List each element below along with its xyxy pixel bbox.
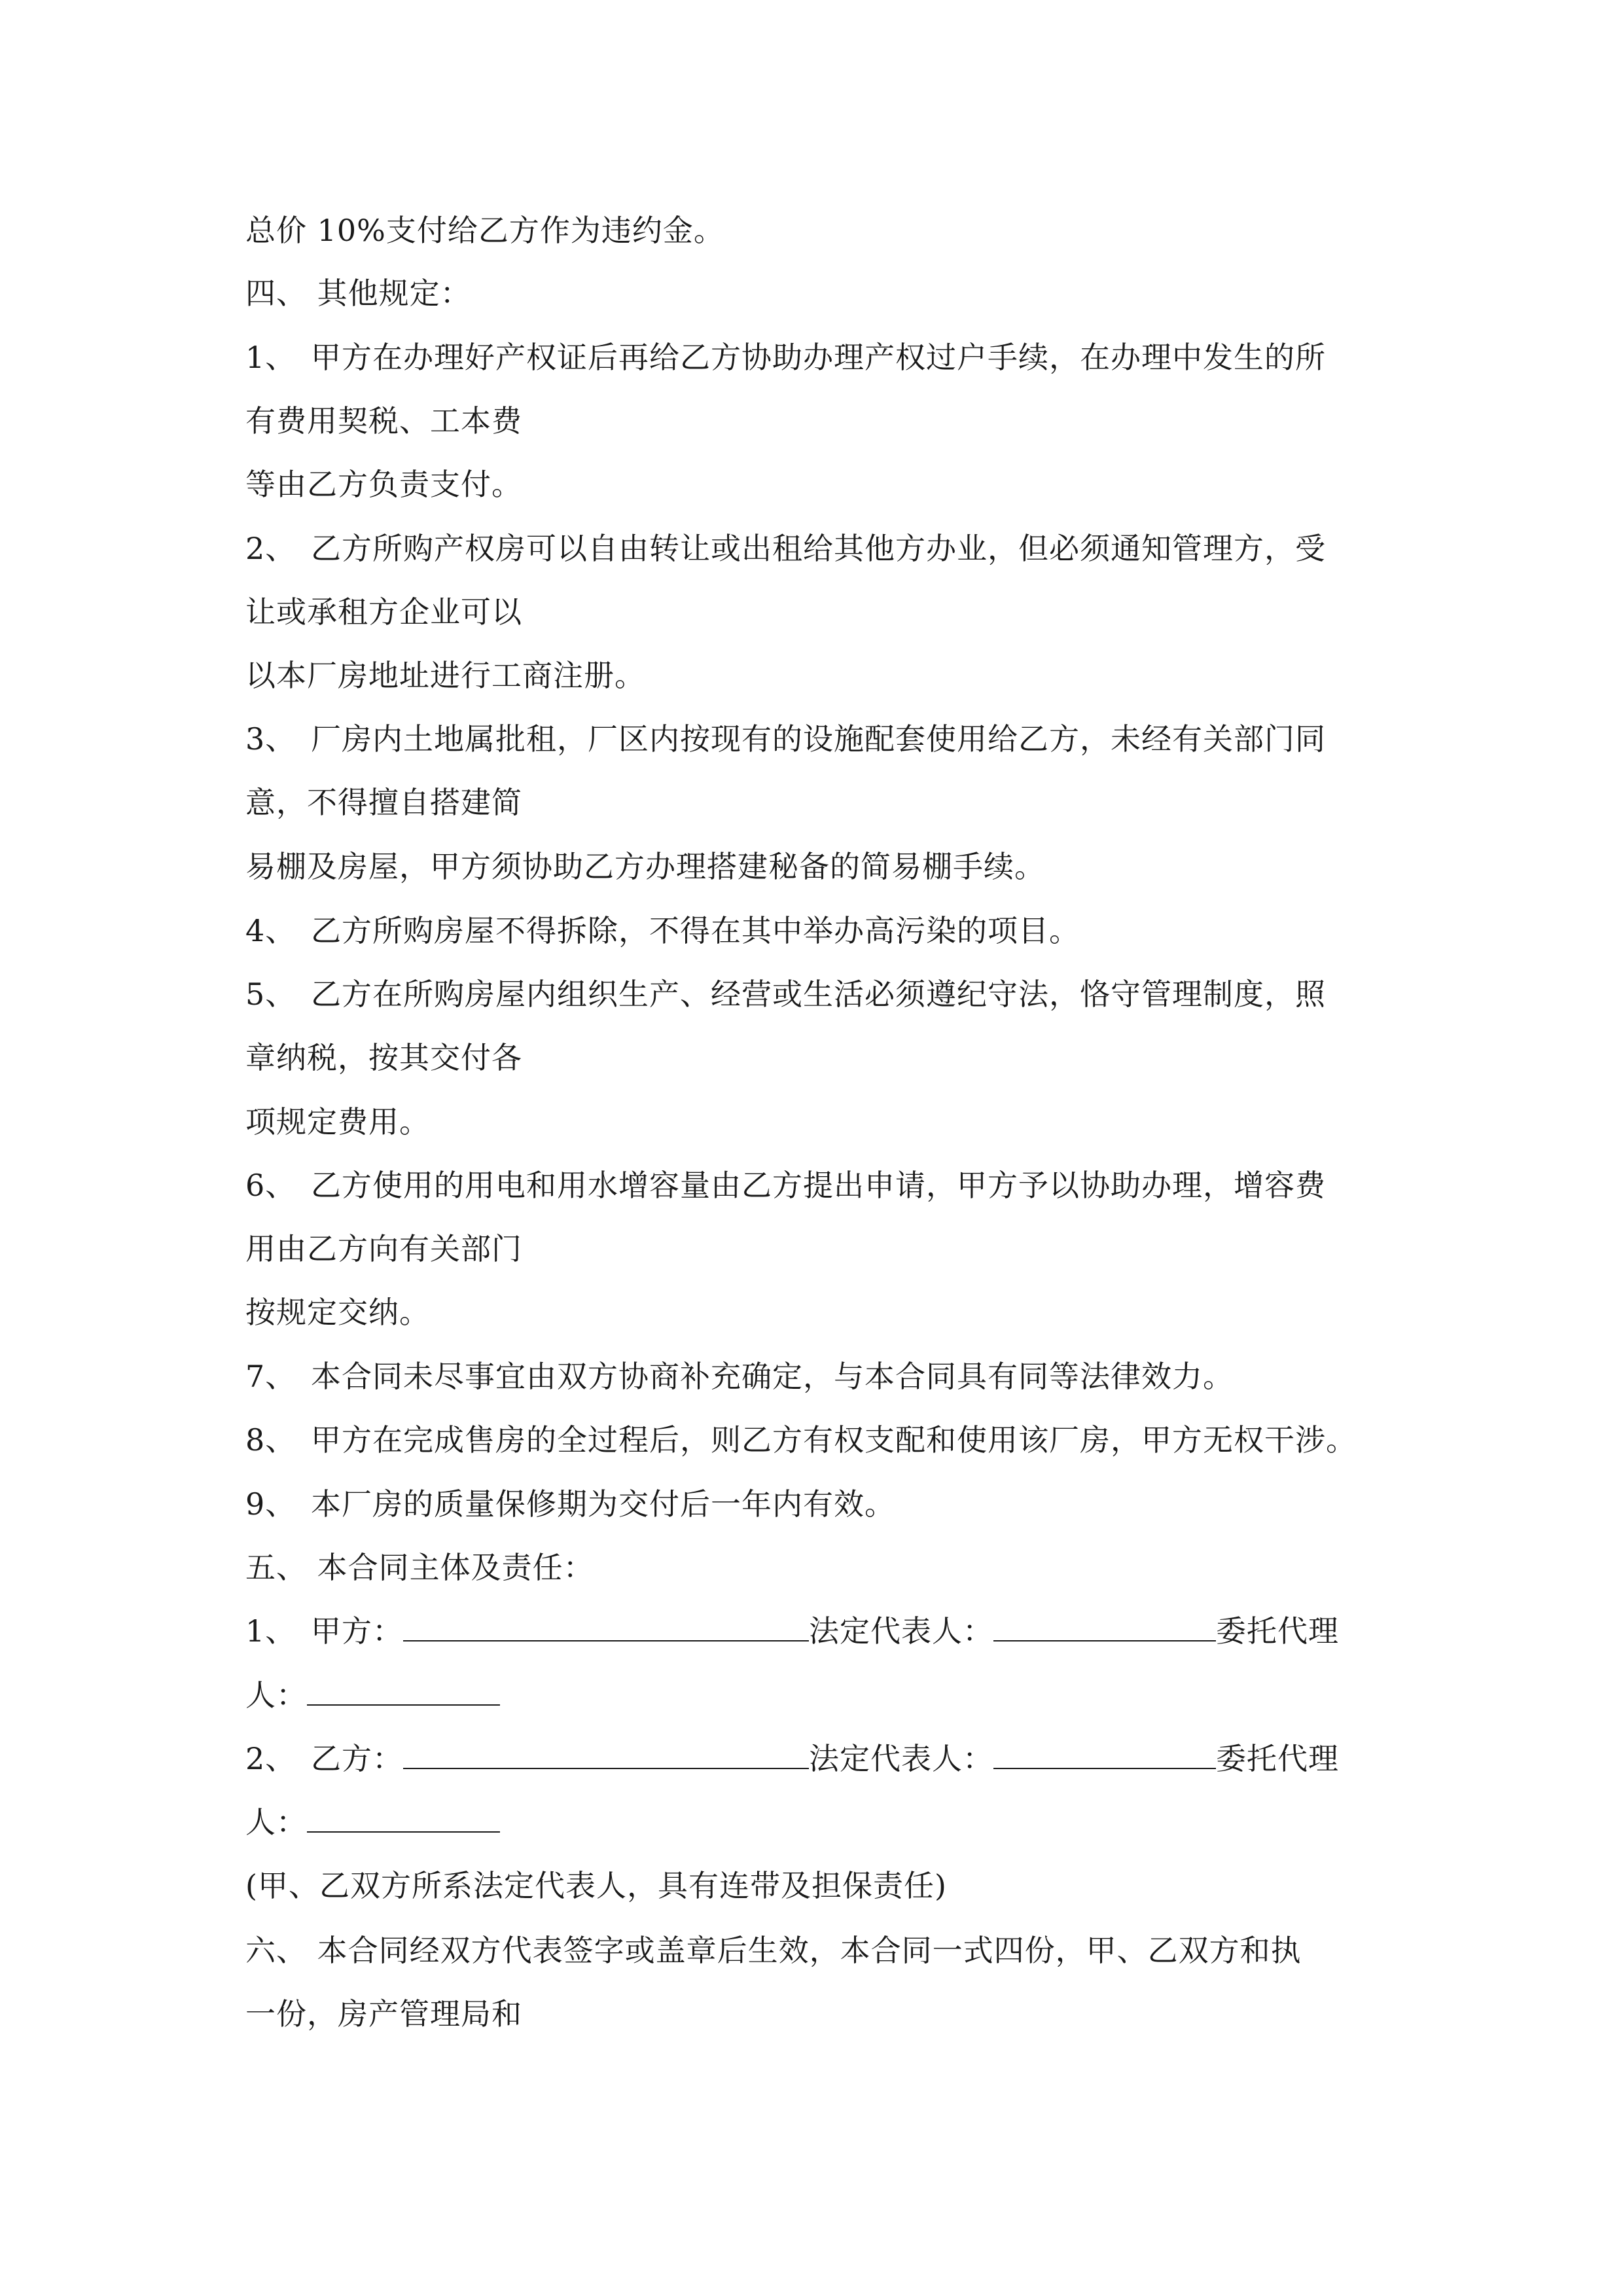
clause-number: 8、 [245,1422,296,1458]
clause-text: 甲方在办理好产权证后再给乙方协助办理产权过户手续，在办理中发生的所 [311,340,1326,375]
legal-rep-label: 法定代表人： [809,1741,993,1776]
party-a-agent-line [245,1676,1384,1715]
text-line: 等由乙方负责支付。 [245,467,522,502]
text-line: 用由乙方向有关部门 [245,1231,522,1266]
clause-text: 本合同未尽事宜由双方协商补充确定，与本合同具有同等法律效力。 [311,1359,1234,1394]
agent-label-suffix: 人： [245,1677,307,1713]
text-line: 让或承租方企业可以 [245,594,522,630]
party-b-agent-line [245,1803,1384,1842]
party-b-signature-line [245,1739,1384,1778]
clause-text: 甲方在完成售房的全过程后，则乙方有权支配和使用该厂房，甲方无权干涉。 [311,1422,1357,1458]
text-line: 总价 10%支付给乙方作为违约金。 [245,213,724,248]
clause-8 [245,1420,1384,1460]
clause-number: 6、 [245,1168,296,1203]
party-a-legal-rep-blank[interactable] [993,1611,1216,1641]
clause-number: 5、 [245,977,296,1012]
clause-number: 2、 [245,1741,296,1776]
clause-number: 1、 [245,340,296,375]
clause-2 [245,529,1384,568]
clause-4 [245,911,1384,950]
clause-text: 乙方使用的用电和用水增容量由乙方提出申请，甲方予以协助办理，增容费 [311,1168,1326,1203]
clause-number: 3、 [245,721,296,757]
party-b-legal-rep-blank[interactable] [993,1739,1216,1769]
section-heading-six: 六、 本合同经双方代表签字或盖章后生效，本合同一式四份，甲、乙双方和执 [245,1933,1302,1968]
party-a-name-blank[interactable] [403,1611,809,1641]
clause-text: 乙方在所购房屋内组织生产、经营或生活必须遵纪守法，恪守管理制度，照 [311,977,1326,1012]
clause-1 [245,338,1384,377]
agent-label-suffix: 人： [245,1804,307,1840]
text-line: 项规定费用。 [245,1104,430,1139]
party-a-agent-blank[interactable] [307,1676,500,1706]
legal-rep-label: 法定代表人： [809,1613,993,1649]
party-b-name-blank[interactable] [403,1739,809,1769]
clause-text: 乙方所购产权房可以自由转让或出租给其他方办业，但必须通知管理方，受 [311,531,1326,566]
clause-5 [245,975,1384,1014]
clause-number: 2、 [245,531,296,566]
agent-label: 委托代理 [1216,1741,1339,1776]
text-line: 意，不得擅自搭建简 [245,785,522,820]
party-a-signature-line [245,1611,1384,1651]
clause-text: 厂房内土地属批租，厂区内按现有的设施配套使用给乙方，未经有关部门同 [311,721,1326,757]
section-heading-five: 五、 本合同主体及责任： [245,1550,594,1585]
clause-text: 本厂房的质量保修期为交付后一年内有效。 [311,1486,895,1522]
party-b-label: 乙方： [311,1741,403,1776]
section-heading-four: 四、 其他规定： [245,276,471,311]
clause-number: 4、 [245,913,296,948]
clause-number: 9、 [245,1486,296,1522]
clause-7 [245,1357,1384,1396]
agent-label: 委托代理 [1216,1613,1339,1649]
text-line: 易棚及房屋，甲方须协助乙方办理搭建秘备的简易棚手续。 [245,849,1045,884]
clause-9 [245,1484,1384,1524]
clause-text: 乙方所购房屋不得拆除，不得在其中举办高污染的项目。 [311,913,1080,948]
party-b-agent-blank[interactable] [307,1803,500,1833]
party-a-label: 甲方： [311,1613,403,1649]
liability-note: (甲、乙双方所系法定代表人，具有连带及担保责任) [245,1868,947,1903]
clause-number: 7、 [245,1359,296,1394]
text-line: 有费用契税、工本费 [245,403,522,439]
clause-3 [245,719,1384,759]
text-line: 按规定交纳。 [245,1295,430,1330]
text-line: 章纳税，按其交付各 [245,1040,522,1075]
clause-6 [245,1166,1384,1205]
clause-number: 1、 [245,1613,296,1649]
text-line: 以本厂房地址进行工商注册。 [245,658,645,693]
text-line: 一份，房产管理局和 [245,1996,522,2032]
